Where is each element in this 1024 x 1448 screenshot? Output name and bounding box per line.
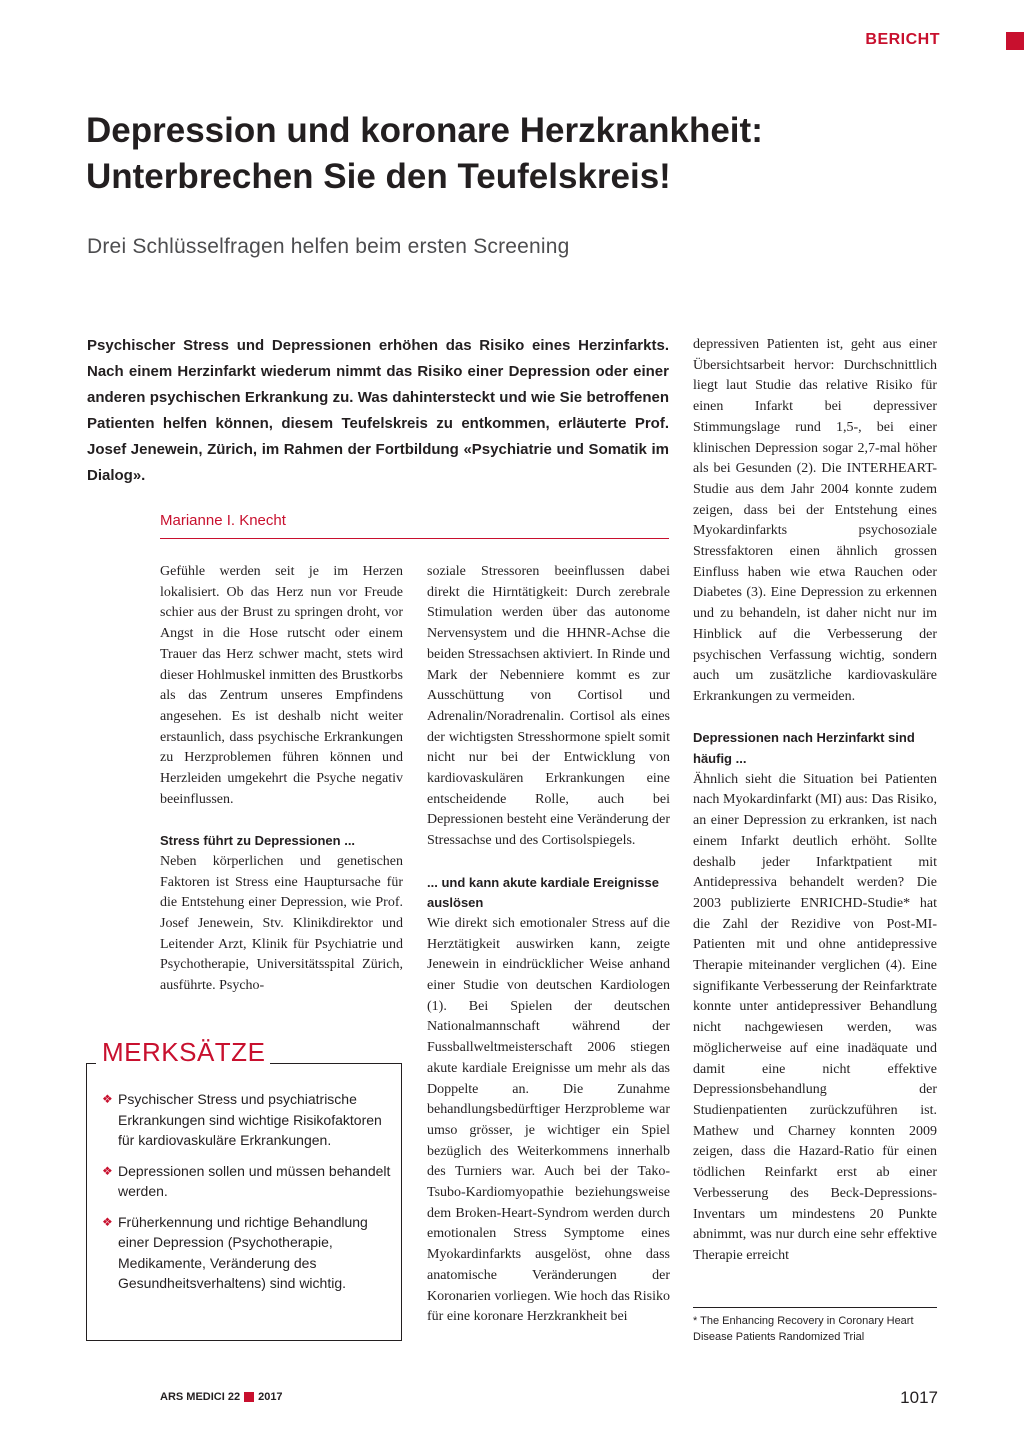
subheading: ... und kann akute kardiale Ereignisse auslösen bbox=[427, 874, 659, 911]
list-item bbox=[102, 1089, 394, 1151]
journal-name: ARS MEDICI 22 bbox=[160, 1391, 241, 1403]
list-item bbox=[102, 1212, 394, 1294]
lead-paragraph: Psychischer Stress und Depressionen erhöhen das Risiko eines Herzinfarkts. Nach einem Herzinfarkt wiederum nimmt das Risiko einer Depression oder einer anderen psychischen Erkrankung zu. Was dahintersteckt und wie Sie betroffenen Patienten helfen können, diesem Teufelskreis zu entkommen, erläuterte Prof. Josef Jenewein, Zürich, im Rahmen der Fortbildung «Psychiatrie und Somatik im Dialog». bbox=[87, 337, 669, 484]
key-point-text: Früherkennung und richtige Behandlung einer Depression (Psychotherapie, Medikamente, Veränderung des Gesundheitsverhaltens) sind wichtig. bbox=[118, 1213, 368, 1291]
paragraph: Wie direkt sich emotionaler Stress auf die Herztätigkeit auswirken kann, zeigte Jenewein in eindrücklicher Weise anhand einer Studie von deutschen Kardiologen (1). Bei Spielen der deutschen Nationalmannschaft während der Fussballweltmeisterschaft 2006 stiegen akute kardiale Ereignisse um mehr als das Doppelte an. Die Zunahme behandlungsbedürftiger Herzprobleme war umso grösser, je wichtiger ein Spiel bezüglich des Weiterkommens innerhalb des Turniers war. Auch bei der Tako-Tsubo-Kardiomyopathie beziehungsweise dem Broken-Heart-Syndrom werden durch emotionalen Stress Symptome eines Myokardinfarkts ausgelöst, ohne dass anatomische Veränderungen der Koronarien vorliegen. Wie hoch das Risiko für eine koronare Herzkrankheit bei bbox=[427, 915, 670, 1325]
text-column-3 bbox=[693, 335, 937, 1267]
paragraph: Ähnlich sieht die Situation bei Patienten nach Myokardinfarkt (MI) aus: Das Risiko, an einer Depression zu erkranken, ist nach einem Infarkt deutlich erhöht. Sollte deshalb jeder Infarktpatient mit Antidepressiva behandelt werden? Die 2003 publizierte ENRICHD-Studie* hat die Zahl der Rezidive von Post-MI-Patienten mit und ohne antidepressive Therapie miteinander verglichen (4). Eine signifikante Verbesserung der Reinfarktrate konnte unter antidepressiver Behandlung nicht nachgewiesen werden, was möglicherweise auf eine inadäquate und damit eine nicht effektive Depressionsbehandlung der Studienpatienten zurückzuführen ist. Mathew und Charney konnten 2009 zeigen, dass die Hazard-Ratio für einen tödlichen Reinfarkt erst ab einer Verbesserung des Beck-Depressions-Inventars um mindestens 20 Punkte abnimmt, was nur durch eine sehr effektive Therapie erreicht bbox=[693, 771, 937, 1263]
key-points-list bbox=[102, 1089, 394, 1304]
article-subtitle: Drei Schlüsselfragen helfen beim ersten Screening bbox=[87, 235, 570, 258]
author-name: Marianne I. Knecht bbox=[160, 512, 286, 529]
section-label: BERICHT bbox=[865, 31, 940, 48]
box-top-rule-left bbox=[86, 1063, 96, 1064]
title-line-1: Depression und koronare Herzkrankheit: bbox=[86, 111, 763, 150]
list-item bbox=[102, 1161, 394, 1202]
subheading: Stress führt zu Depressionen ... bbox=[160, 833, 356, 849]
subheading: Depressionen nach Herzinfarkt sind häufig ... bbox=[693, 730, 915, 767]
footnote-rule bbox=[693, 1307, 937, 1308]
paragraph: soziale Stressoren beeinflussen dabei direkt die Hirntätigkeit: Durch zerebrale Stimulation werden über das autonome Nervensystem und die HHNR-Achse die beiden Stressachsen aktiviert. In Rinde und Mark der Nebenniere kommt es zur Ausschüttung von Cortisol und Adrenalin/Noradrenalin. Cortisol als eines der wichtigsten Stresshormone spielt somit nicht nur bei der Entwicklung von kardiovaskulären Erkrankungen eine entscheidende Rolle, auch bei Depressionen besteht eine Veränderung der Stressachse und des Cortisolspiegels. bbox=[427, 564, 670, 849]
paragraph: depressiven Patienten ist, geht aus einer Übersichtsarbeit hervor: Durchschnittlich liegt laut Studie das relative Risiko für einen Infarkt bei depressiver Stimmungslage rund 1,5-, bei einer klinischen Depression sogar 2,7-mal höher als bei Gesunden (2). Die INTERHEART-Studie aus dem Jahr 2004 konnte zudem zeigen, dass bei der Entstehung eines Myokardinfarkts psychosoziale Stressfaktoren einen ähnlich grossen Einfluss haben wie etwa Rauchen oder Diabetes (3). Eine Depression zu erkennen und zu behandeln, ist daher nicht nur im Hinblick auf die Verbesserung der psychischen Verfassung wichtig, sondern auch um zusätzliche kardiovaskuläre Erkrankungen zu vermeiden. bbox=[693, 337, 937, 704]
key-point-text: Psychischer Stress und psychiatrische Erkrankungen sind wichtige Risikofaktoren für kardiovaskuläre Erkrankungen. bbox=[118, 1091, 382, 1148]
paragraph: Neben körperlichen und genetischen Faktoren ist Stress eine Hauptursache für die Entstehung einer Depression, wie Prof. Josef Jenewein, Stv. Klinikdirektor und Leitender Arzt, Klinik für Psychiatrie und Psychotherapie, Universitätsspital Zürich, ausführte. Psycho- bbox=[160, 853, 403, 994]
paragraph: Gefühle werden seit je im Herzen lokalisiert. Ob das Herz nun vor Freude schier aus der Brust zu springen droht, vor Angst in die Hose rutscht oder einem Trauer das Herz schwer macht, stets wird dieser Hohlmuskel inmitten des Brustkorbs als das Zentrum unseres Empfindens angesehen. Es ist deshalb nicht weiter erstaunlich, dass psychische Erkrankungen zu Herzproblemen führen können und Herzleiden umgekehrt die Psyche negativ beeinflussen. bbox=[160, 564, 403, 807]
key-point-text: Depressionen sollen und müssen behandelt werden. bbox=[118, 1162, 391, 1199]
footer-journal bbox=[160, 1391, 283, 1403]
article-title bbox=[86, 108, 946, 200]
title-line-2: Unterbrechen Sie den Teufelskreis! bbox=[86, 157, 671, 196]
footer-square-marker bbox=[244, 1392, 254, 1402]
text-column-1 bbox=[160, 562, 403, 997]
diamond-bullet-icon: ❖ bbox=[102, 1214, 113, 1229]
text-column-2 bbox=[427, 562, 670, 1328]
footnote: * The Enhancing Recovery in Coronary Heart Disease Patients Randomized Trial bbox=[693, 1315, 914, 1343]
box-top-rule-right bbox=[270, 1063, 402, 1064]
page-number: 1017 bbox=[900, 1388, 938, 1407]
author-divider bbox=[160, 538, 669, 539]
diamond-bullet-icon: ❖ bbox=[102, 1092, 113, 1106]
corner-marker bbox=[1006, 32, 1024, 50]
diamond-bullet-icon: ❖ bbox=[102, 1163, 113, 1178]
journal-year: 2017 bbox=[258, 1391, 283, 1403]
key-points-title: MERKSÄTZE bbox=[102, 1037, 266, 1067]
